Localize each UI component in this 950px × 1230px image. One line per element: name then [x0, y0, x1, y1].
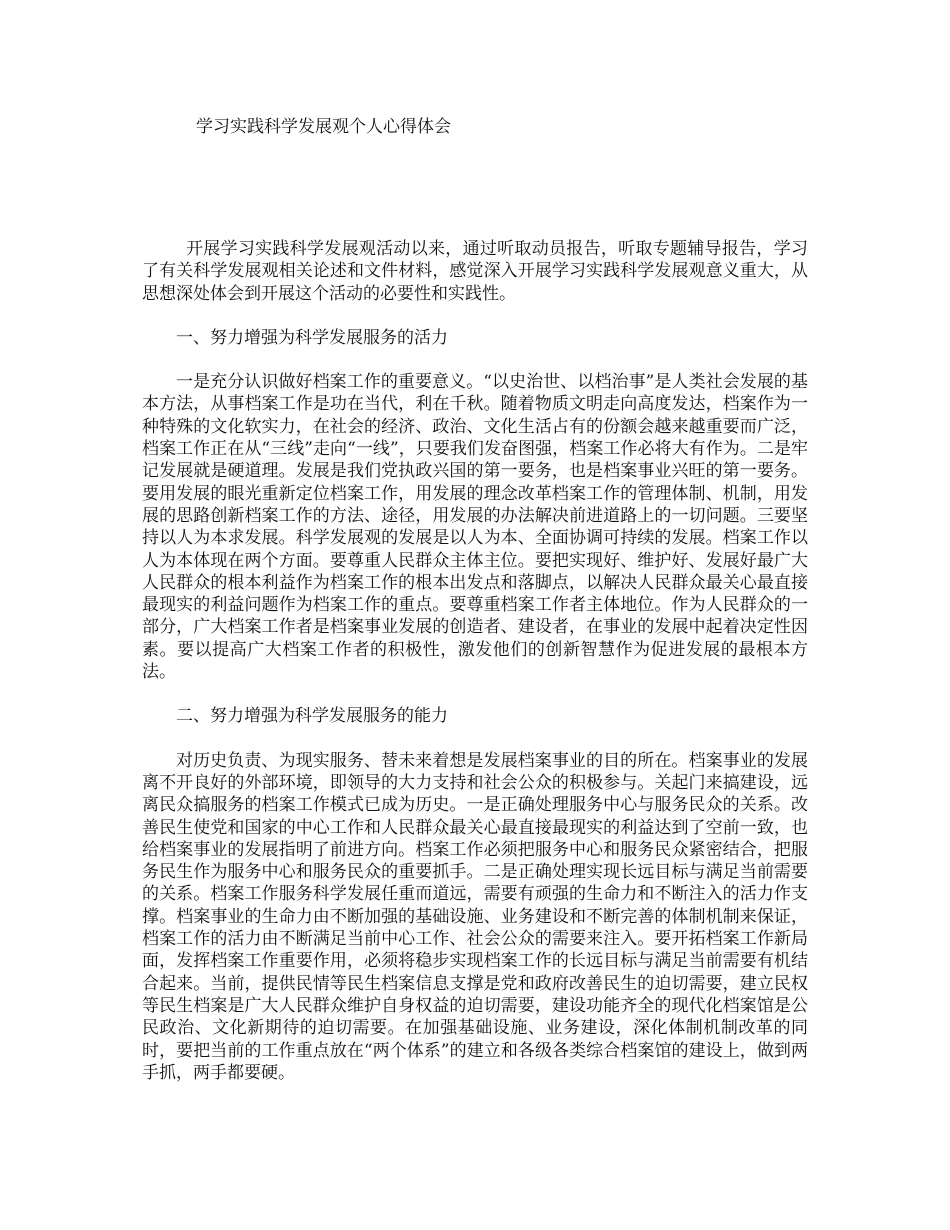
document-title: 学习实践科学发展观个人心得体会	[196, 117, 451, 137]
document-body	[142, 238, 808, 1084]
section-2-heading: 二、努力增强为科学发展服务的能力	[176, 706, 448, 727]
paragraph-gap	[142, 728, 808, 750]
intro-paragraph: 开展学习实践科学发展观活动以来，通过听取动员报告，听取专题辅导报告，学习了有关科学发展观相关论述和文件材料，感觉深入开展学习实践科学发展观意义重大，从思想深处体会到开展这个活动的必要性和实践性。	[142, 239, 808, 304]
section-2-paragraph: 对历史负责、为现实服务、替未来着想是发展档案事业的目的所在。档案事业的发展离不开良好的外部环境，即领导的大力支持和社会公众的积极参与。关起门来搞建设，远离民众搞服务的档案工作模式已成为历史。一是正确处理服务中心与服务民众的关系。改善民生使党和国家的中心工作和人民群众最关心最直接最现实的利益达到了空前一致，也给档案事业的发展指明了前进方向。档案工作必须把服务中心和服务民众紧密结合，把服务民生作为服务中心和服务民众的重要抓手。二是正确处理实现长远目标与满足当前需要的关系。档案工作服务科学发展任重而道远，需要有顽强的生命力和不断注入的活力作支撑。档案事业的生命力由不断加强的基础设施、业务建设和不断完善的体制机制来保证，档案工作的活力由不断满足当前中心工作、社会公众的需要来注入。要开拓档案工作新局面，发挥档案工作重要作用，必须将稳步实现档案工作的长远目标与满足当前需要有机结合起来。当前，提供民情等民生档案信息支撑是党和政府改善民生的迫切需要，建立民权等民生档案是广大人民群众维护自身权益的迫切需要，建设功能齐全的现代化档案馆是公民政治、文化新期待的迫切需要。在加强基础设施、业务建设，深化体制机制改革的同时，要把当前的工作重点放在“两个体系”的建立和各级各类综合档案馆的建设上，做到两手抓，两手都要硬。	[142, 750, 808, 1083]
paragraph-gap	[142, 305, 808, 327]
section-1-heading: 一、努力增强为科学发展服务的活力	[176, 327, 448, 348]
paragraph-gap	[142, 683, 808, 705]
paragraph-gap	[142, 349, 808, 371]
section-1-paragraph: 一是充分认识做好档案工作的重要意义。“以史治世、以档治事”是人类社会发展的基本方法，从事档案工作是功在当代，利在千秋。随着物质文明走向高度发达，档案作为一种特殊的文化软实力，在社会的经济、政治、文化生活占有的份额会越来越重要而广泛，档案工作正在从“三线”走向“一线”，只要我们发奋图强，档案工作必将大有作为。二是牢记发展就是硬道理。发展是我们党执政兴国的第一要务，也是档案事业兴旺的第一要务。要用发展的眼光重新定位档案工作，用发展的理念改革档案工作的管理体制、机制，用发展的思路创新档案工作的方法、途径，用发展的办法解决前进道路上的一切问题。三要坚持以人为本求发展。科学发展观的发展是以人为本、全面协调可持续的发展。档案工作以人为本体现在两个方面。要尊重人民群众主体主位。要把实现好、维护好、发展好最广大人民群众的根本利益作为档案工作的根本出发点和落脚点，以解决人民群众最关心最直接最现实的利益问题作为档案工作的重点。要尊重档案工作者主体地位。作为人民群众的一部分，广大档案工作者是档案事业发展的创造者、建设者，在事业的发展中起着决定性因素。要以提高广大档案工作者的积极性，激发他们的创新智慧作为促进发展的最根本方法。	[142, 372, 808, 683]
